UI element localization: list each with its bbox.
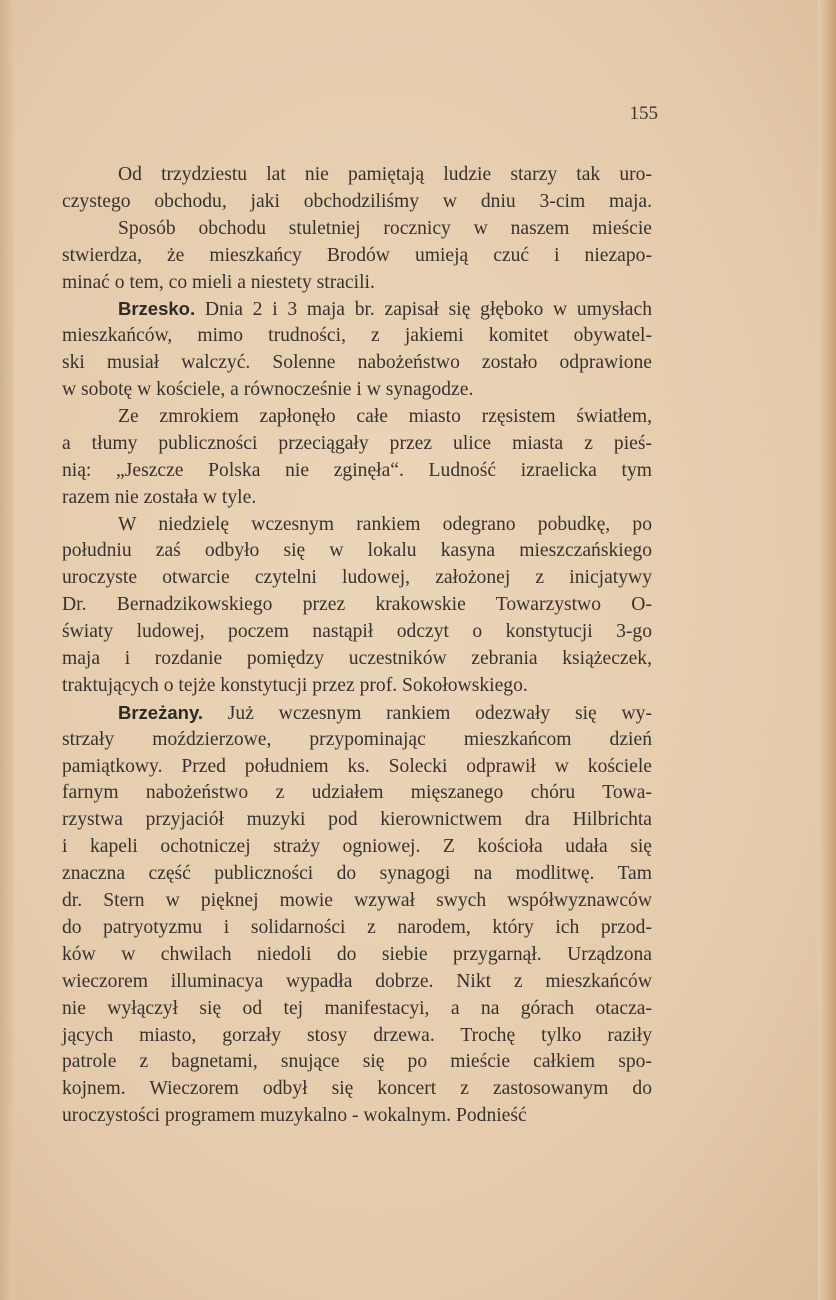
text-line — [62, 673, 652, 700]
line-text: traktujących o tejże konstytucji przez prof. Sokołowskiego. — [62, 674, 528, 696]
text-line — [62, 969, 652, 996]
text-line — [62, 888, 652, 915]
line-text: uroczystości programem muzykalno - wokalnym. Podnieść — [62, 1105, 527, 1127]
text-line — [62, 565, 652, 592]
line-text: ski musiał walczyć. Solenne nabożeństwo zostało odprawione — [62, 352, 652, 374]
text-line — [62, 216, 652, 243]
text-line — [62, 780, 652, 807]
place-heading: Brzesko. — [118, 298, 196, 320]
line-text: jących miasto, gorzały stosy drzewa. Trochę tylko raziły — [62, 1024, 652, 1046]
text-line — [62, 727, 652, 754]
line-text: światy ludowej, poczem nastąpił odczyt o konstytucji 3-go — [62, 621, 652, 643]
text-line — [62, 996, 652, 1023]
line-text: znaczna część publiczności do synagogi na modlitwę. Tam — [62, 863, 652, 885]
line-text: Ze zmrokiem zapłonęło całe miasto rzęsistem światłem, — [118, 406, 652, 428]
text-line — [62, 700, 652, 727]
text-line — [62, 538, 652, 565]
line-text: rzystwa przyjaciół muzyki pod kierownictwem dra Hilbrichta — [62, 809, 652, 831]
text-line — [62, 807, 652, 834]
page-number: 155 — [629, 103, 658, 124]
text-line — [62, 189, 652, 216]
page-left-edge — [0, 0, 14, 1300]
page-right-edge — [818, 0, 836, 1300]
line-text: nie wyłączył się od tej manifestacyi, a na górach otacza- — [62, 997, 652, 1019]
place-heading: Brzeżany. — [118, 701, 203, 723]
text-line — [62, 377, 652, 404]
line-text: W niedzielę wczesnym rankiem odegrano pobudkę, po — [118, 513, 652, 535]
text-line — [62, 431, 652, 458]
line-text: razem nie została w tyle. — [62, 486, 257, 508]
text-line — [62, 619, 652, 646]
line-text: pamiątkowy. Przed południem ks. Solecki odprawił w kościele — [62, 755, 652, 777]
line-text: uroczyste otwarcie czytelni ludowej, założonej z inicjatywy — [62, 567, 652, 589]
text-line — [62, 485, 652, 512]
text-line — [62, 834, 652, 861]
line-text: patrole z bagnetami, snujące się po mieście całkiem spo- — [62, 1051, 652, 1073]
text-line — [62, 243, 652, 270]
line-text: wieczorem illuminacya wypadła dobrze. Nikt z mieszkańców — [62, 970, 652, 992]
line-text: dr. Stern w pięknej mowie wzywał swych współwyznawców — [62, 890, 652, 912]
text-line — [62, 646, 652, 673]
line-text: farnym nabożeństwo z udziałem mięszanego chóru Towa- — [62, 782, 652, 804]
line-text: maja i rozdanie pomiędzy uczestników zebrania książeczek, — [62, 648, 652, 670]
text-line — [62, 1103, 652, 1130]
line-text: kojnem. Wieczorem odbył się koncert z zastosowanym do — [62, 1078, 652, 1100]
text-line — [62, 915, 652, 942]
line-text: Od trzydziestu lat nie pamiętają ludzie starzy tak uro- — [118, 164, 652, 185]
text-line — [62, 296, 652, 323]
text-line — [62, 270, 652, 297]
line-text: minać o tem, co mieli a niestety stracili. — [62, 271, 375, 293]
line-text: mieszkańców, mimo trudności, z jakiemi komitet obywatel- — [62, 325, 652, 347]
line-text: Dr. Bernadzikowskiego przez krakowskie Towarzystwo O- — [62, 594, 652, 616]
line-text: czystego obchodu, jaki obchodziliśmy w dniu 3-cim maja. — [62, 190, 652, 212]
line-text: a tłumy publiczności przeciągały przez ulice miasta z pieś- — [62, 432, 652, 454]
text-line — [62, 1049, 652, 1076]
line-text: południu zaś odbyło się w lokalu kasyna mieszczańskiego — [62, 540, 652, 562]
text-line — [62, 592, 652, 619]
text-line — [62, 162, 652, 189]
line-text: stwierdza, że mieszkańcy Brodów umieją czuć i niezapo- — [62, 244, 652, 266]
line-text: Dnia 2 i 3 maja br. zapisał się głęboko w umysłach — [204, 299, 652, 321]
text-line — [62, 323, 652, 350]
text-line — [62, 861, 652, 888]
line-text: i kapeli ochotniczej straży ogniowej. Z kościoła udała się — [62, 836, 652, 858]
text-line — [62, 458, 652, 485]
line-text: nią: „Jeszcze Polska nie zginęła“. Ludność izraelicka tym — [62, 459, 652, 481]
text-line — [62, 512, 652, 539]
line-text: w sobotę w kościele, a równocześnie i w synagodze. — [62, 379, 474, 401]
line-text: Już wczesnym rankiem odezwały się wy- — [227, 702, 652, 724]
text-line — [62, 404, 652, 431]
text-line — [62, 1023, 652, 1050]
line-text: strzały moździerzowe, przypominając mieszkańcom dzień — [62, 728, 652, 750]
text-line — [62, 1076, 652, 1103]
line-text: ków w chwilach niedoli do siebie przygarnął. Urządzona — [62, 943, 652, 965]
text-line — [62, 942, 652, 969]
line-text: Sposób obchodu stuletniej rocznicy w naszem mieście — [118, 217, 652, 239]
body-text — [62, 162, 652, 1130]
line-text: do patryotyzmu i solidarności z narodem, który ich przod- — [62, 916, 652, 938]
text-line — [62, 754, 652, 781]
text-line — [62, 350, 652, 377]
